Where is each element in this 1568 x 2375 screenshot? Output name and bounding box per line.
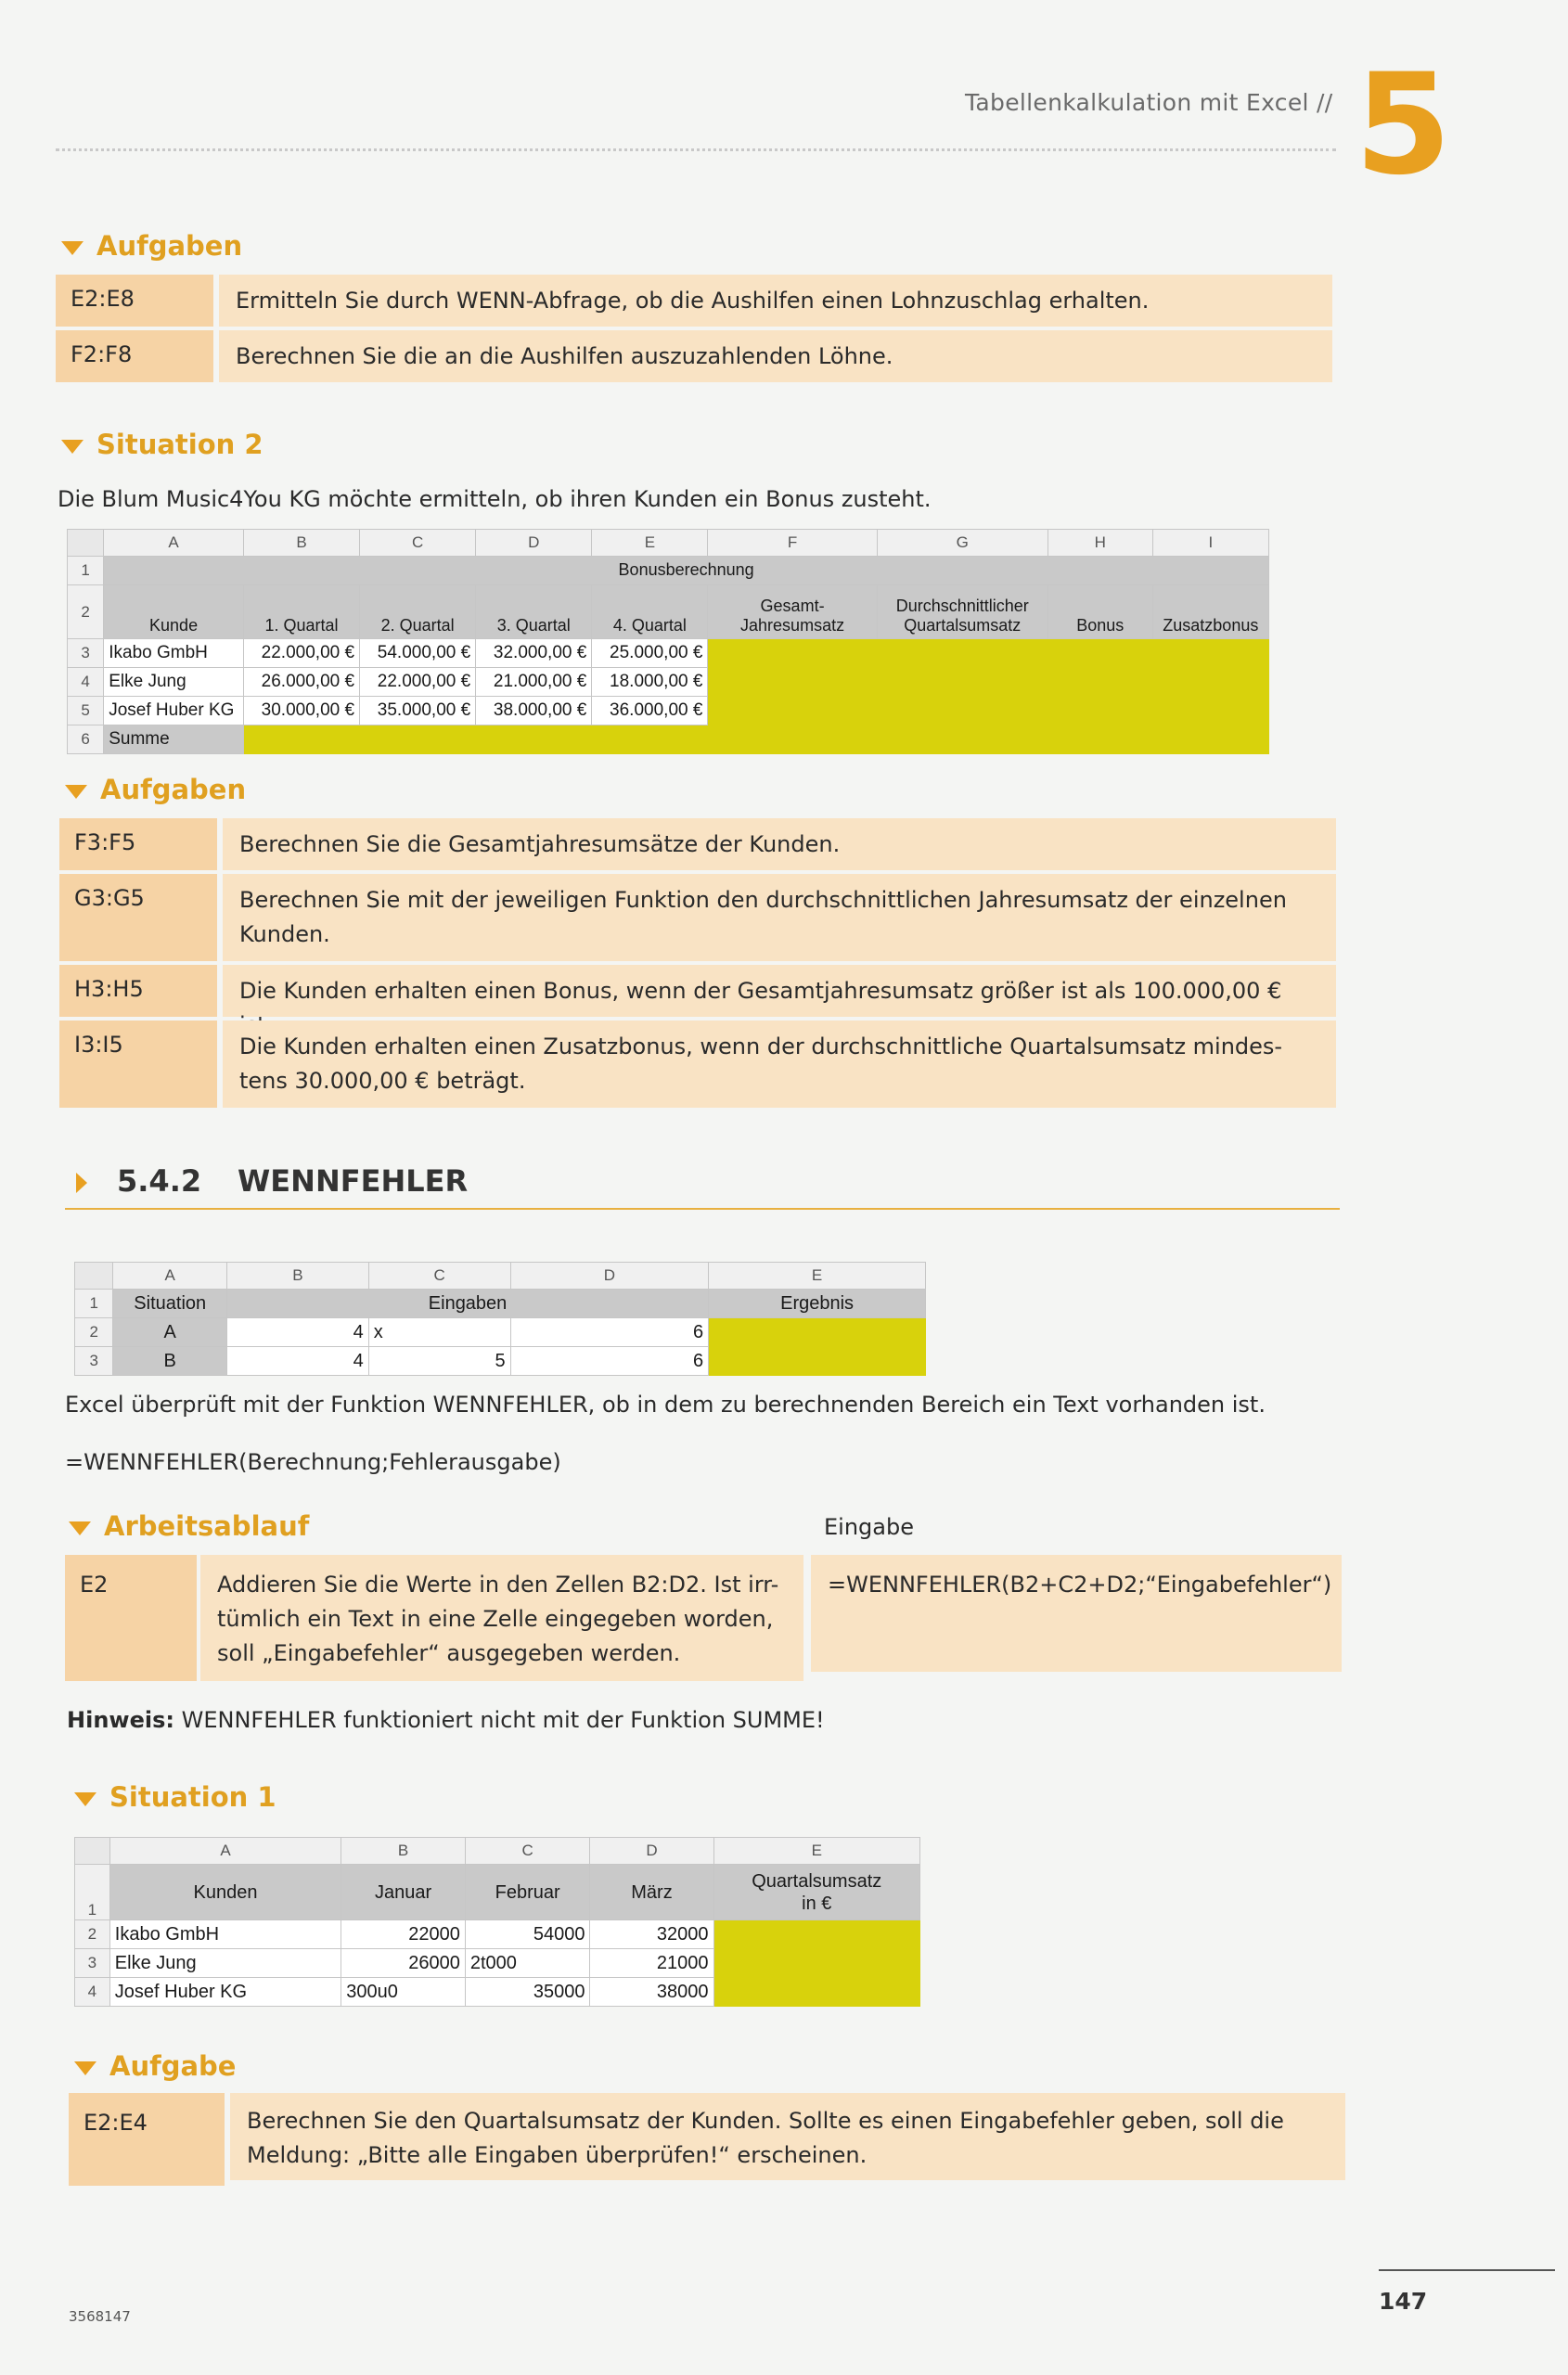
- header-cell: Ergebnis: [709, 1290, 926, 1318]
- row-header: 1: [75, 1865, 110, 1920]
- table-title: Bonusberechnung: [104, 557, 1269, 585]
- header-cell: Kunden: [109, 1865, 341, 1920]
- cell: Josef Huber KG: [104, 697, 244, 725]
- column-header: C: [465, 1838, 590, 1865]
- column-header: C: [368, 1263, 510, 1290]
- row-header: 3: [75, 1347, 113, 1376]
- cell: 35.000,00 €: [360, 697, 476, 725]
- cell: x: [368, 1318, 510, 1347]
- column-header: E: [713, 1838, 920, 1865]
- hinweis-text: WENNFEHLER funktioniert nicht mit der Funktion SUMME!: [174, 1707, 825, 1733]
- cell: 32000: [590, 1920, 713, 1949]
- cell: Ikabo GmbH: [104, 639, 244, 668]
- task-text: Addieren Sie die Werte in den Zellen B2:D2. Ist irr-tümlich ein Text in eine Zelle eingegeben worden, soll „Eingabefehler“ ausgegeben werden.: [200, 1555, 803, 1681]
- header-cell: Durchschnittlicher Quartalsumsatz: [877, 585, 1047, 639]
- task-text: Die Kunden erhalten einen Bonus, wenn der Gesamtjahresumsatz größer ist als 100.000,00 €: [223, 965, 1336, 1017]
- header-cell: 2. Quartal: [360, 585, 476, 639]
- triangle-down-icon: [61, 241, 84, 255]
- table-row: [68, 668, 1269, 697]
- header-cell: Quartalsumsatz in €: [713, 1865, 920, 1920]
- result-cell: [1152, 639, 1268, 668]
- cell: 4: [226, 1318, 368, 1347]
- situation-1-heading: Situation 1: [74, 1781, 276, 1813]
- result-cell: [1152, 668, 1268, 697]
- task-text: Berechnen Sie die an die Aushilfen auszuzahlenden Löhne.: [219, 330, 1332, 382]
- result-cell: [713, 1978, 920, 2007]
- cell: 38.000,00 €: [476, 697, 592, 725]
- header-divider: [56, 148, 1336, 151]
- situation-2-heading: Situation 2: [61, 429, 263, 460]
- aufgaben-heading-1: Aufgaben: [61, 230, 242, 262]
- header-title: Tabellenkalkulation mit Excel //: [965, 89, 1333, 116]
- column-header: A: [109, 1838, 341, 1865]
- row-header: 6: [68, 725, 104, 754]
- section-title: WENNFEHLER: [238, 1163, 469, 1199]
- result-cell: [713, 1949, 920, 1978]
- cell: B: [113, 1347, 226, 1376]
- result-cell: [877, 668, 1047, 697]
- table-row: [68, 639, 1269, 668]
- row-header: 2: [75, 1920, 110, 1949]
- cell: 36.000,00 €: [592, 697, 708, 725]
- result-cell: [1047, 639, 1152, 668]
- header-cell: Zusatzbonus: [1152, 585, 1268, 639]
- table-row: [68, 697, 1269, 725]
- header-cell: Situation: [113, 1290, 226, 1318]
- row-header: 1: [68, 557, 104, 585]
- triangle-down-icon: [69, 1521, 91, 1535]
- task-text: Die Kunden erhalten einen Zusatzbonus, wenn der durchschnittliche Quartalsumsatz mindes-tens 30.000,00 € beträgt.: [223, 1021, 1336, 1108]
- header-cell: Januar: [341, 1865, 466, 1920]
- header-cell: Februar: [465, 1865, 590, 1920]
- cell: 22000: [341, 1920, 466, 1949]
- task-ref: I3:I5: [59, 1021, 217, 1108]
- cell: 26.000,00 €: [243, 668, 359, 697]
- table-row: [75, 1949, 920, 1978]
- cell: 26000: [341, 1949, 466, 1978]
- task-ref: E2:E8: [56, 275, 213, 327]
- task-text: Berechnen Sie den Quartalsumsatz der Kunden. Sollte es einen Eingabefehler geben, soll die Meldung: „Bitte alle Eingaben überprüfen!“ erscheinen.: [230, 2093, 1345, 2180]
- row-header: 3: [68, 639, 104, 668]
- aufgaben-heading-2: Aufgaben: [65, 774, 246, 805]
- result-cell: [708, 668, 877, 697]
- column-header: B: [341, 1838, 466, 1865]
- wennfehler-spreadsheet: [74, 1262, 926, 1376]
- header-cell: 3. Quartal: [476, 585, 592, 639]
- situation-2-intro: Die Blum Music4You KG möchte ermitteln, ob ihren Kunden ein Bonus zusteht.: [58, 486, 932, 512]
- cell: 21.000,00 €: [476, 668, 592, 697]
- column-header: I: [1152, 530, 1268, 557]
- task-ref: H3:H5: [59, 965, 217, 1017]
- wennfehler-syntax: =WENNFEHLER(Berechnung;Fehlerausgabe): [65, 1449, 561, 1475]
- header-cell: Bonus: [1047, 585, 1152, 639]
- result-cell: [713, 1920, 920, 1949]
- task-text: Berechnen Sie die Gesamtjahresumsätze der Kunden.: [223, 818, 1336, 870]
- cell: 54.000,00 €: [360, 639, 476, 668]
- header-cell: Kunde: [104, 585, 244, 639]
- triangle-right-icon: [76, 1173, 87, 1193]
- column-header: D: [510, 1263, 709, 1290]
- cell: Elke Jung: [109, 1949, 341, 1978]
- chapter-number: 5: [1355, 45, 1452, 206]
- row-header: 2: [68, 585, 104, 639]
- hinweis: [67, 1707, 825, 1733]
- cell: 2t000: [465, 1949, 590, 1978]
- sum-label: Summe: [104, 725, 244, 754]
- table-row: [68, 725, 1269, 754]
- task-ref: F2:F8: [56, 330, 213, 382]
- cell: 6: [510, 1347, 709, 1376]
- task-ref: E2: [65, 1555, 197, 1681]
- quartal-spreadsheet: [74, 1837, 920, 2007]
- task-ref: G3:G5: [59, 874, 217, 961]
- row-header: 1: [75, 1290, 113, 1318]
- triangle-down-icon: [74, 2061, 96, 2075]
- sheet-corner: [75, 1838, 110, 1865]
- cell: 4: [226, 1347, 368, 1376]
- table-row: [75, 1318, 926, 1347]
- row-header: 4: [75, 1978, 110, 2007]
- cell: 54000: [465, 1920, 590, 1949]
- cell: 25.000,00 €: [592, 639, 708, 668]
- column-header: H: [1047, 530, 1152, 557]
- column-header: G: [877, 530, 1047, 557]
- header-cell: 4. Quartal: [592, 585, 708, 639]
- cell: 35000: [465, 1978, 590, 2007]
- formula-box: =WENNFEHLER(B2+C2+D2;“Eingabefehler“): [811, 1555, 1342, 1672]
- header-cell: Eingaben: [226, 1290, 708, 1318]
- column-header: B: [226, 1263, 368, 1290]
- column-header: A: [113, 1263, 226, 1290]
- task-ref: E2:E4: [69, 2093, 225, 2186]
- column-header: E: [592, 530, 708, 557]
- header-cell: 1. Quartal: [243, 585, 359, 639]
- sum-row-cells: [243, 725, 1268, 754]
- triangle-down-icon: [74, 1792, 96, 1806]
- cell: 300u0: [341, 1978, 466, 2007]
- row-header: 5: [68, 697, 104, 725]
- result-cell: [709, 1318, 926, 1347]
- cell: 22.000,00 €: [360, 668, 476, 697]
- wennfehler-explanation: Excel überprüft mit der Funktion WENNFEHLER, ob in dem zu berechnenden Bereich ein Text vorhanden ist.: [65, 1392, 1266, 1418]
- result-cell: [877, 697, 1047, 725]
- table-row: [75, 1978, 920, 2007]
- task-text: Berechnen Sie mit der jeweiligen Funktion den durchschnittlichen Jahresumsatz der einzelnen Kunden.: [223, 874, 1336, 961]
- cell: 18.000,00 €: [592, 668, 708, 697]
- cell: 5: [368, 1347, 510, 1376]
- eingabe-label: Eingabe: [824, 1514, 914, 1540]
- result-cell: [709, 1347, 926, 1376]
- cell: 30.000,00 €: [243, 697, 359, 725]
- header-cell: März: [590, 1865, 713, 1920]
- column-header: B: [243, 530, 359, 557]
- cell: 22.000,00 €: [243, 639, 359, 668]
- result-cell: [708, 639, 877, 668]
- column-header: D: [590, 1838, 713, 1865]
- sheet-corner: [75, 1263, 113, 1290]
- row-header: 4: [68, 668, 104, 697]
- footer-id: 3568147: [69, 2308, 131, 2325]
- cell: Josef Huber KG: [109, 1978, 341, 2007]
- cell: A: [113, 1318, 226, 1347]
- table-row: [75, 1920, 920, 1949]
- cell: 38000: [590, 1978, 713, 2007]
- column-header: D: [476, 530, 592, 557]
- triangle-down-icon: [65, 785, 87, 799]
- row-header: 2: [75, 1318, 113, 1347]
- footer-divider: [1379, 2269, 1555, 2271]
- task-text: Ermitteln Sie durch WENN-Abfrage, ob die Aushilfen einen Lohnzuschlag erhalten.: [219, 275, 1332, 327]
- column-header: F: [708, 530, 877, 557]
- cell: Elke Jung: [104, 668, 244, 697]
- column-header: E: [709, 1263, 926, 1290]
- cell: Ikabo GmbH: [109, 1920, 341, 1949]
- header-cell: Gesamt- Jahresumsatz: [708, 585, 877, 639]
- triangle-down-icon: [61, 440, 84, 454]
- bonus-spreadsheet: [67, 529, 1269, 754]
- result-cell: [1152, 697, 1268, 725]
- row-header: 3: [75, 1949, 110, 1978]
- section-number: 5.4.2: [117, 1163, 202, 1199]
- result-cell: [877, 639, 1047, 668]
- hinweis-label: Hinweis:: [67, 1707, 174, 1733]
- cell: 6: [510, 1318, 709, 1347]
- table-row: [75, 1347, 926, 1376]
- result-cell: [1047, 697, 1152, 725]
- cell: 32.000,00 €: [476, 639, 592, 668]
- result-cell: [1047, 668, 1152, 697]
- column-header: C: [360, 530, 476, 557]
- page-number: 147: [1379, 2288, 1428, 2315]
- task-ref: F3:F5: [59, 818, 217, 870]
- sheet-corner: [68, 530, 104, 557]
- cell: 21000: [590, 1949, 713, 1978]
- arbeitsablauf-heading: Arbeitsablauf: [69, 1510, 309, 1542]
- column-header: A: [104, 530, 244, 557]
- aufgabe-heading: Aufgabe: [74, 2050, 236, 2082]
- section-divider: [65, 1208, 1340, 1210]
- result-cell: [708, 697, 877, 725]
